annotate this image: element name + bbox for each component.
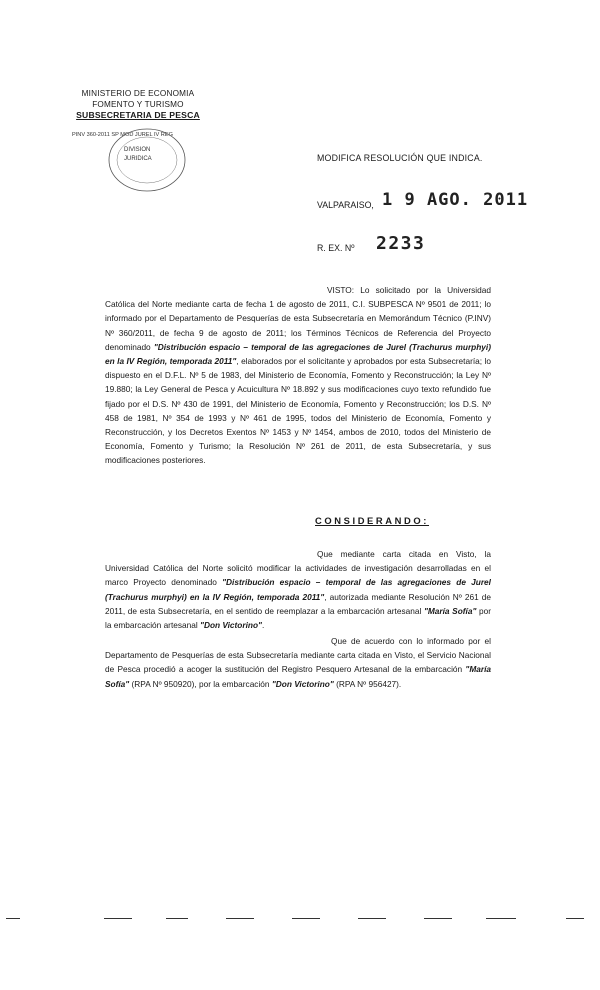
scan-mark <box>486 918 516 919</box>
scan-mark <box>226 918 254 919</box>
letterhead <box>72 88 204 121</box>
ministry-line-2: FOMENTO Y TURISMO <box>92 100 184 109</box>
c2-text-2: (RPA Nº 950920), por la embarcación <box>129 678 272 689</box>
scan-mark <box>424 918 452 919</box>
subsecretaria-line: SUBSECRETARIA DE PESCA <box>76 110 200 120</box>
scan-mark <box>6 918 20 919</box>
c1-text-2: , autorizada mediante Resolución Nº 261 de 2011, de esta Subsecretaría, en el sentido de reemplazar a la embarcación artesanal <box>105 591 492 616</box>
reference-code: PINV 360-2011 SP MOD JUREL IV REG <box>72 132 173 138</box>
document-subject: MODIFICA RESOLUCIÓN QUE INDICA. <box>317 153 483 163</box>
c2-boat-maria-sofia: "María Sofía" <box>105 664 491 689</box>
scan-mark <box>292 918 320 919</box>
c1-boat-don-victorino: "Don Victorino" <box>200 620 262 631</box>
date-stamp: 1 9 AGO. 2011 <box>382 190 529 210</box>
considerando-paragraph-1 <box>105 547 491 632</box>
stamp-text <box>124 146 152 164</box>
c2-text-3: (RPA Nº 956427). <box>333 678 402 689</box>
considerando-paragraph-2 <box>105 634 491 691</box>
scan-mark <box>566 918 584 919</box>
resolution-number: 2233 <box>376 233 426 254</box>
c1-text-3: por la embarcación artesanal <box>105 605 492 631</box>
footer-marks <box>0 914 600 924</box>
c2-boat-don-victorino: "Don Victorino" <box>271 678 334 689</box>
visto-paragraph <box>105 283 491 468</box>
scan-mark <box>104 918 132 919</box>
stamp-line-1: DIVISION <box>124 147 151 153</box>
place-label: VALPARAISO, <box>317 200 374 210</box>
considerando-heading: CONSIDERANDO: <box>315 515 430 526</box>
visto-text-2: , elaborados por el solicitante y aprobados por esta Subsecretaría; lo dispuesto en el D.F.L. Nº 5 de 1983, del Ministerio de Economía, Fomento y Reconstrucción; la Ley Nº 19.880; la Ley General de Pesca y Acuicultura Nº 18.892 y sus modificaciones cuyo texto refundido fue fijado por el D.S. Nº 430 de 1991, del Ministerio de Economía, Fomento y Reconstrucción; los D.S. Nº 458 de 1981, Nº 354 de 1993 y Nº 461 de 1995, todos del Ministerio de Economía, Fomento y Reconstrucción, y los Decretos Exentos Nº 1453 y Nº 1454, ambos de 2010, todos del Ministerio de Economía, Fomento y Turismo; la Resolución Nº 261 de 2011, de esta Subsecretaría, y sus modificaciones posteriores. <box>105 356 491 466</box>
stamp-line-2: JURIDICA <box>124 156 152 162</box>
c1-boat-maria-sofia: "María Sofía" <box>423 605 477 616</box>
resolution-label: R. EX. Nº <box>317 243 355 253</box>
c1-text-1: Que mediante carta citada en Visto, la Universidad Católica del Norte solicitó modificar la actividades de investigación desarrolladas en el marco Proyecto denominado <box>105 549 491 588</box>
scan-mark <box>166 918 188 919</box>
visto-text-1: VISTO: Lo solicitado por la Universidad Católica del Norte mediante carta de fecha 1 de agosto de 2011, C.I. SUBPESCA Nº 9501 de 2011; lo informado por el Departamento de Pesquerías de esta Subsecretaría en Memorándum Técnico (P.INV) Nº 360/2011, de fecha 9 de agosto de 2011; los Términos Técnicos de Referencia del Proyecto denominado <box>105 285 491 352</box>
ministry-line: MINISTERIO DE ECONOMIA <box>81 89 195 98</box>
c2-text-1: Que de acuerdo con lo informado por el Departamento de Pesquerías de esta Subsecretaría mediante carta citada en Visto, el Servicio Nacional de Pesca procedió a acoger la sustitución del Registro Pesquero Artesanal de la embarcación <box>105 636 491 675</box>
scan-mark <box>358 918 386 919</box>
project-title: "Distribución espacio – temporal de las agregaciones de Jurel (Trachurus murphyi) en la IV Región, temporada 2011" <box>105 341 491 367</box>
c1-text-4: . <box>261 620 265 631</box>
c1-project-title: "Distribución espacio – temporal de las agregaciones de Jurel (Trachurus murphyi) en la IV Región, temporada 2011" <box>105 577 491 602</box>
